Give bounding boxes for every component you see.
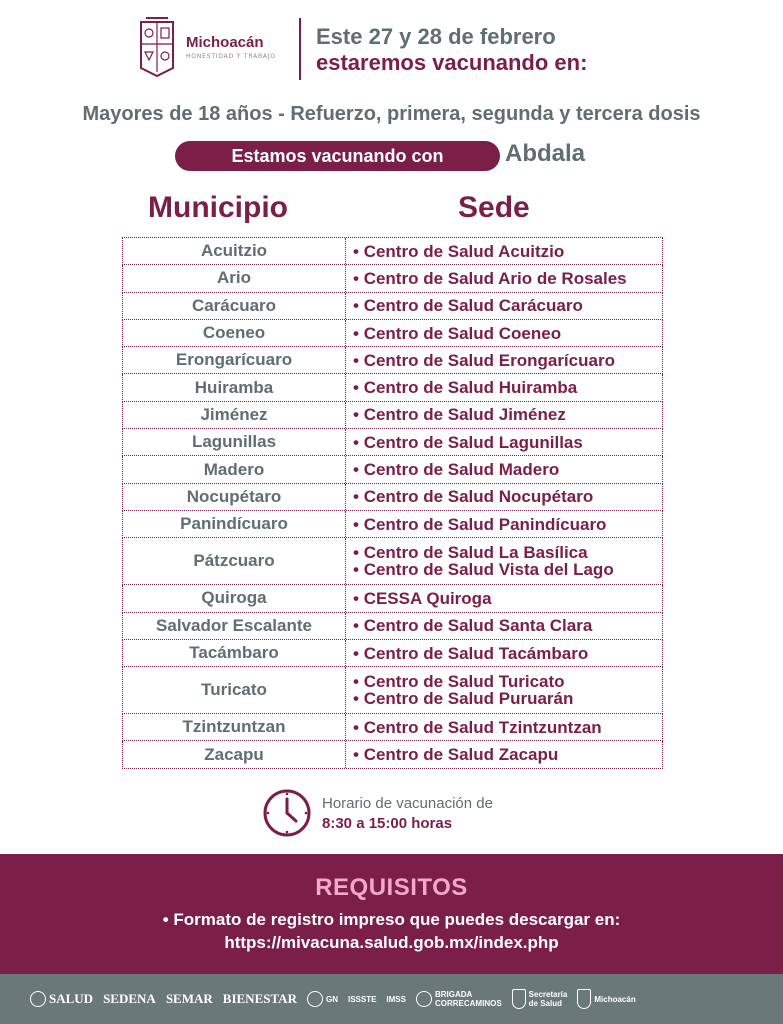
municipio-cell: Quiroga bbox=[123, 585, 346, 611]
municipio-cell: Coeneo bbox=[123, 320, 346, 346]
imss-label: IMSS bbox=[386, 994, 406, 1004]
date-line: Este 27 y 28 de febrero bbox=[316, 24, 556, 49]
sede-cell bbox=[346, 640, 662, 666]
municipio-cell: Lagunillas bbox=[123, 429, 346, 455]
sede-item: • Centro de Salud Madero bbox=[353, 461, 662, 478]
table-row bbox=[122, 484, 663, 511]
hours-label: Horario de vacunación de bbox=[322, 794, 493, 812]
vaccination-hours bbox=[262, 788, 493, 838]
sede-item: • Centro de Salud Panindícuaro bbox=[353, 516, 662, 533]
municipio-cell: Acuitzio bbox=[123, 238, 346, 264]
table-row bbox=[122, 538, 663, 585]
sede-item: • Centro de Salud Puruarán bbox=[353, 690, 662, 707]
column-header-municipio: Municipio bbox=[148, 191, 288, 224]
table-row bbox=[122, 402, 663, 429]
salud-label: SALUD bbox=[49, 991, 94, 1006]
sede-cell bbox=[346, 484, 662, 510]
sede-cell bbox=[346, 511, 662, 537]
vaccine-pill: Estamos vacunando con bbox=[175, 141, 500, 171]
shield-icon bbox=[512, 989, 526, 1009]
table-row bbox=[122, 320, 663, 347]
sede-cell bbox=[346, 293, 662, 319]
bienestar-logo bbox=[223, 991, 297, 1007]
table-row bbox=[122, 238, 663, 265]
table-row bbox=[122, 374, 663, 401]
sede-item: • Centro de Salud Carácuaro bbox=[353, 297, 662, 314]
municipio-cell: Panindícuaro bbox=[123, 511, 346, 537]
sede-cell bbox=[346, 613, 662, 639]
sede-cell bbox=[346, 402, 662, 428]
de-salud-label: de Salud bbox=[528, 999, 562, 1008]
sites-table bbox=[122, 237, 663, 769]
municipio-cell: Jiménez bbox=[123, 402, 346, 428]
header bbox=[0, 0, 783, 96]
table-row bbox=[122, 511, 663, 538]
logo-name: Michoacán bbox=[186, 34, 264, 51]
municipio-cell: Carácuaro bbox=[123, 293, 346, 319]
sede-item: • Centro de Salud Nocupétaro bbox=[353, 488, 662, 505]
table-row bbox=[122, 265, 663, 292]
sedena-logo bbox=[103, 991, 156, 1007]
sede-item: • Centro de Salud Ario de Rosales bbox=[353, 270, 662, 287]
table-row bbox=[122, 347, 663, 374]
audience-subtitle: Mayores de 18 años - Refuerzo, primera, segunda y tercera dosis bbox=[82, 103, 701, 125]
municipio-cell: Nocupétaro bbox=[123, 484, 346, 510]
sede-item: • Centro de Salud Erongarícuaro bbox=[353, 352, 662, 369]
correcaminos-label: CORRECAMINOS bbox=[434, 999, 502, 1008]
michoacan-footer-label: Michoacán bbox=[594, 994, 636, 1004]
coat-of-arms-small-icon bbox=[577, 989, 591, 1009]
table-row bbox=[122, 293, 663, 320]
municipio-cell: Huiramba bbox=[123, 374, 346, 400]
sede-cell bbox=[346, 374, 662, 400]
salud-logo bbox=[30, 991, 93, 1007]
table-row bbox=[122, 613, 663, 640]
eagle-seal-icon bbox=[30, 991, 46, 1007]
sede-item: • Centro de Salud Santa Clara bbox=[353, 617, 662, 634]
sede-item: • Centro de Salud Turicato bbox=[353, 673, 662, 690]
sede-item: • Centro de Salud Huiramba bbox=[353, 379, 662, 396]
sede-cell bbox=[346, 429, 662, 455]
hours-value: 8:30 a 15:00 horas bbox=[322, 814, 453, 832]
table-row bbox=[122, 714, 663, 741]
table-row bbox=[122, 456, 663, 483]
sede-cell bbox=[346, 238, 662, 264]
issste-label: ISSSTE bbox=[347, 994, 377, 1004]
municipio-cell: Turicato bbox=[123, 667, 346, 713]
brigada-logo bbox=[416, 990, 502, 1008]
roadrunner-icon bbox=[416, 991, 432, 1007]
municipio-cell: Erongarícuaro bbox=[123, 347, 346, 373]
requirements-banner bbox=[0, 854, 783, 974]
municipio-cell: Tzintzuntzan bbox=[123, 714, 346, 740]
municipio-cell: Tacámbaro bbox=[123, 640, 346, 666]
table-row bbox=[122, 640, 663, 667]
municipio-cell: Pátzcuaro bbox=[123, 538, 346, 584]
secretaria-label: Secretaría bbox=[528, 990, 568, 999]
registration-link[interactable]: https://mivacuna.salud.gob.mx/index.php bbox=[224, 933, 559, 952]
sede-item: • Centro de Salud Acuitzio bbox=[353, 243, 662, 260]
sede-cell bbox=[346, 714, 662, 740]
footer-logos bbox=[0, 974, 783, 1024]
semar-logo bbox=[166, 991, 213, 1007]
sede-cell bbox=[346, 667, 662, 713]
sedena-label: SEDENA bbox=[103, 991, 156, 1006]
sede-item: • CESSA Quiroga bbox=[353, 590, 662, 607]
sede-item: • Centro de Salud Tzintzuntzan bbox=[353, 719, 662, 736]
requirements-title: REQUISITOS bbox=[315, 874, 468, 901]
sede-item: • Centro de Salud Jiménez bbox=[353, 406, 662, 423]
sede-cell bbox=[346, 265, 662, 291]
gn-logo bbox=[307, 991, 338, 1007]
coat-of-arms-icon bbox=[138, 16, 176, 78]
michoacan-footer-logo bbox=[577, 989, 635, 1009]
requirements-item: • Formato de registro impreso que puedes descargar en: bbox=[162, 910, 621, 929]
table-row bbox=[122, 741, 663, 768]
secretaria-salud-logo bbox=[512, 989, 568, 1009]
sede-cell bbox=[346, 741, 662, 767]
semar-label: SEMAR bbox=[165, 991, 213, 1006]
sede-cell bbox=[346, 585, 662, 611]
header-divider bbox=[299, 18, 301, 80]
municipio-cell: Salvador Escalante bbox=[123, 613, 346, 639]
table-row bbox=[122, 429, 663, 456]
municipio-cell: Madero bbox=[123, 456, 346, 482]
table-row bbox=[122, 667, 663, 714]
bienestar-label: BIENESTAR bbox=[222, 991, 297, 1006]
imss-logo bbox=[386, 995, 406, 1004]
michoacan-logo bbox=[138, 16, 276, 78]
sede-cell bbox=[346, 320, 662, 346]
municipio-cell: Zacapu bbox=[123, 741, 346, 767]
table-row bbox=[122, 585, 663, 612]
municipio-cell: Ario bbox=[123, 265, 346, 291]
vaccine-name: Abdala bbox=[505, 140, 586, 167]
sede-cell bbox=[346, 538, 662, 584]
sede-item: • Centro de Salud Coeneo bbox=[353, 325, 662, 342]
issste-logo bbox=[348, 995, 376, 1004]
brigada-label: BRIGADA bbox=[434, 990, 473, 999]
guardia-nacional-icon bbox=[307, 991, 323, 1007]
sede-cell bbox=[346, 347, 662, 373]
column-header-sede: Sede bbox=[458, 191, 530, 224]
sede-item: • Centro de Salud Zacapu bbox=[353, 746, 662, 763]
sede-cell bbox=[346, 456, 662, 482]
gn-label: GN bbox=[325, 994, 338, 1004]
clock-icon bbox=[262, 788, 312, 838]
sede-item: • Centro de Salud Tacámbaro bbox=[353, 645, 662, 662]
headline: estaremos vacunando en: bbox=[316, 50, 588, 75]
sede-item: • Centro de Salud Vista del Lago bbox=[353, 561, 662, 578]
sede-item: • Centro de Salud La Basílica bbox=[353, 544, 662, 561]
sede-item: • Centro de Salud Lagunillas bbox=[353, 434, 662, 451]
logo-tagline: HONESTIDAD Y TRABAJO bbox=[186, 53, 276, 60]
